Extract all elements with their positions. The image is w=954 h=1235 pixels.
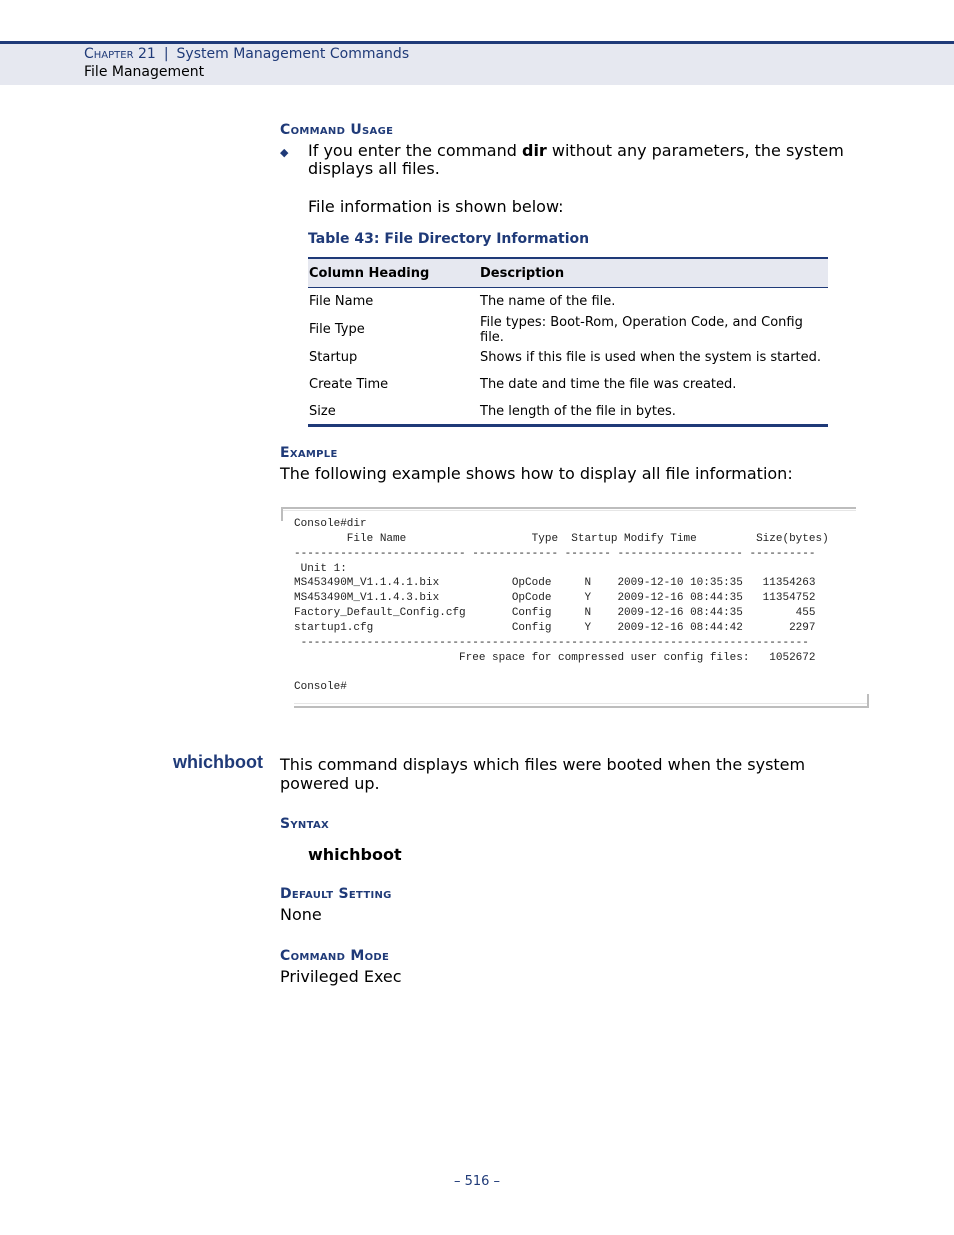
command-usage-bullet: [308, 142, 858, 178]
running-header-chapter: [84, 46, 409, 62]
chapter-label: Chapter 21: [84, 46, 156, 62]
table-cell: Size: [308, 398, 479, 426]
file-directory-table: [308, 257, 828, 427]
code-box-left-tick: [281, 507, 283, 521]
default-setting-heading: Default Setting: [280, 886, 392, 902]
table-cell: Create Time: [309, 376, 389, 392]
syntax-heading: Syntax: [280, 816, 329, 832]
table-caption: Table 43: File Directory Information: [308, 231, 590, 247]
code-example-box: [281, 507, 869, 708]
table-row: [308, 371, 828, 398]
header-separator: |: [163, 46, 169, 62]
command-title-whichboot: whichboot: [173, 752, 263, 772]
example-heading: Example: [280, 445, 338, 461]
command-mode-heading: Command Mode: [280, 948, 390, 964]
file-info-intro: File information is shown below:: [308, 197, 564, 216]
table-cell: File Name: [309, 293, 374, 309]
table-row: [308, 288, 828, 315]
bullet-command: dir: [521, 141, 547, 160]
bullet-text-post: without any parameters, the system displays all files.: [308, 141, 844, 178]
chapter-title: System Management Commands: [176, 46, 410, 62]
code-box-bottom-rule: [294, 703, 869, 708]
bullet-text-pre: If you enter the command: [308, 141, 522, 160]
code-box-right-tick: [867, 694, 869, 708]
table-cell: The length of the file in bytes.: [479, 398, 828, 426]
table-row: [308, 315, 828, 345]
command-usage-heading: Command Usage: [280, 122, 394, 138]
table-cell: File Type: [309, 322, 365, 338]
table-header-cell: Column Heading: [308, 258, 479, 288]
diamond-bullet-icon: ◆: [280, 146, 289, 159]
table-cell: Startup: [309, 350, 358, 366]
example-text: The following example shows how to display all file information:: [280, 464, 793, 483]
table-cell: The date and time the file was created.: [480, 376, 737, 392]
command-mode-value: Privileged Exec: [280, 967, 402, 986]
table-row: [308, 398, 828, 426]
running-header-section: File Management: [84, 64, 205, 80]
table-cell: File types: Boot-Rom, Operation Code, and Config file.: [480, 314, 803, 345]
table-cell: Shows if this file is used when the system is started.: [480, 350, 822, 366]
syntax-command: whichboot: [308, 845, 402, 864]
table-header-row: [308, 258, 828, 288]
default-setting-value: None: [280, 905, 322, 924]
table-cell: The name of the file.: [480, 293, 616, 309]
page-number: – 516 –: [453, 1174, 501, 1189]
table-header-cell: Description: [479, 258, 828, 288]
table-row: [308, 345, 828, 372]
code-box-top-rule: [281, 507, 856, 511]
console-output: Console#dir File Name Type Startup Modify Time Size(bytes) -------------------------- ------------- ------- ------------------- ---------- Unit 1: MS453490M_V1.1.4.1.bix OpCode N 2009-12-10 10:35:35 11354263 MS453490M_V1.1.4.3.bix OpCode Y 2009-12-16 08:44:35 11354752 Factory_Default_Config.cfg Config N 2009-12-16 08:44:35 455 startup1.cfg Config Y 2009-12-16 08:44:42 2297 ----------------------------------------------------------------------------- Free space for compressed user config files: 1052672 Console#: [294, 518, 829, 694]
whichboot-description: This command displays which files were booted when the system powered up.: [280, 755, 806, 793]
